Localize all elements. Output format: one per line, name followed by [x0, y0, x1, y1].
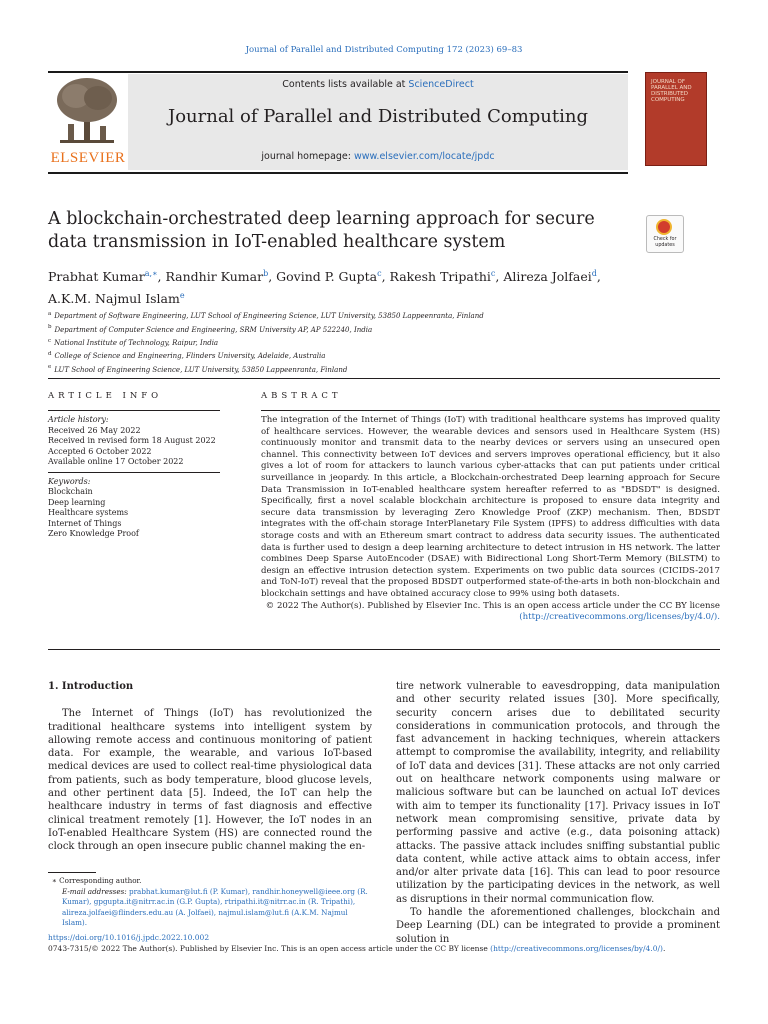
article-info-heading: ARTICLE INFO: [48, 391, 163, 401]
intro-paragraph-2: tire network vulnerable to eavesdropping, data manipulation and other security related issues [30]. More specifically, security concern arises due to debilitated security considerations in communication protocols, and through the fast advancement in hacking techniques, wherein attackers attempt to compromise the availability, integrity, and reliability of IoT data and devices [31]. These attacks are not only carried out on healthcare network components using malware or malicious software but can be launched on actual IoT devices with aim to temper its functionality [17]. Privacy issues in IoT network mean compromising sensitive, private data by performing passive and active (e.g., data poisoning attack) attacks. The passive attack includes sniffing substantial public data content, while active attack aims to obtain access, infer and/or alter private data [16]. This can lead to poor resource utilization by the participating devices in the network, as well as disruptions in their normal communication flow.: [396, 681, 720, 905]
header-top-rule: [48, 71, 628, 73]
intro-paragraph-3: To handle the aforementioned challenges, blockchain and Deep Learning (DL) can be integrated to provide a prominent solution in: [396, 907, 720, 945]
author-name[interactable]: Alireza Jolfaei: [503, 269, 592, 285]
affiliation-text: College of Science and Engineering, Flinders University, Adelaide, Australia: [54, 352, 326, 361]
keyword-item: Blockchain: [48, 487, 93, 496]
corresponding-author-note: ∗ Corresponding author.: [52, 876, 142, 885]
affiliation-marker: d: [48, 350, 52, 357]
homepage-line: [128, 151, 628, 162]
email-addresses[interactable]: prabhat.kumar@lut.fi (P. Kumar), randhir.honeywell@ieee.org (R. Kumar), gpgupta.it@nitrr.ac.in (G.P. Gupta), rtripathi.it@nitrr.ac.in (R. Tripathi), alireza.jolfaei@flinders.edu.au (A. Jolfaei), najmul.islam@lut.fi (A.K.M. Najmul Islam).: [62, 886, 368, 927]
abstract-heading: ABSTRACT: [261, 391, 342, 401]
abstract-text: The integration of the Internet of Things (IoT) with traditional healthcare systems has improved quality of healthcare services. However, the wearable devices and sensors used in Healthcare System (HS) continuously monitor and transmit data to the nearby devices or servers using an unsecured open channel. This connectivity between IoT devices and servers improves operational efficiency, but it also gives a lot of room for attackers to launch various cyber-attacks that can put patients under critical surveillance in jeopardy. In this article, a Blockchain-orchestrated Deep learning approach for Secure Data Transmission in IoT-enabled healthcare system hereafter referred to as "BDSDT" is designed. Specifically, first a novel scalable blockchain architecture is proposed to ensure data integrity and secure data transmission by leveraging Zero Knowledge Proof (ZKP) mechanism. Then, BDSDT integrates with the off-chain storage InterPlanetary File System (IPFS) to address difficulties with data storage costs and with an Ethereum smart contract to address data security issues. The authenticated data is further used to design a deep learning architecture to detect intrusion in HS network. The latter combines Deep Sparse AutoEncoder (DSAE) with Bidirectional Long Short-Term Memory (BiLSTM) to design an effective intrusion detection system. Experiments on two public data sources (CICIDS-2017 and ToN-IoT) reveal that the proposed BDSDT outperformed state-of-the-arts in both non-blockchain and blockchain settings and have obtained accuracy close to 99% using both datasets.: [261, 415, 720, 599]
affiliation-item: [48, 336, 708, 349]
issn-line: [48, 944, 728, 953]
issn-license-link[interactable]: (http://creativecommons.org/licenses/by/4.0/): [490, 944, 663, 953]
author-separator: ,: [157, 269, 166, 285]
history-label: Article history:: [48, 415, 109, 424]
affiliation-marker: a: [48, 311, 52, 317]
journal-reference[interactable]: Journal of Parallel and Distributed Computing 172 (2023) 69–83: [245, 45, 523, 55]
body-right-column: [396, 680, 720, 946]
history-item: Received in revised form 18 August 2022: [48, 436, 216, 445]
affiliation-item: [48, 322, 708, 335]
doi-link[interactable]: https://doi.org/10.1016/j.jpdc.2022.10.002: [48, 933, 210, 942]
affiliation-text: Department of Computer Science and Engineering, SRM University AP, AP 522240, India: [54, 325, 373, 334]
author-name[interactable]: Randhir Kumar: [165, 269, 264, 285]
abstract-rule: [261, 410, 720, 411]
affiliation-text: LUT School of Engineering Science, LUT University, 53850 Lappeenranta, Finland: [54, 365, 348, 374]
affiliation-text: National Institute of Technology, Raipur, India: [54, 338, 219, 347]
article-info-rule: [48, 410, 220, 411]
footnotes: [48, 876, 372, 929]
section-rule: [48, 378, 720, 379]
keyword-item: Internet of Things: [48, 518, 122, 528]
affiliation-marker: e: [48, 364, 52, 371]
article-info: [48, 391, 220, 540]
author-affiliation-marker[interactable]: c: [490, 269, 496, 278]
author-affiliation-marker[interactable]: a,∗: [144, 269, 158, 278]
author-affiliation-marker[interactable]: d: [591, 269, 597, 278]
check-for-updates-button[interactable]: [646, 215, 684, 253]
body-left-column: [48, 680, 372, 854]
affiliation-item: [48, 309, 708, 322]
affiliation-item: [48, 362, 708, 375]
check-updates-icon: [656, 219, 672, 235]
homepage-link[interactable]: www.elsevier.com/locate/jpdc: [354, 151, 495, 162]
author-affiliation-marker[interactable]: c: [377, 269, 382, 278]
keyword-item: Deep learning: [48, 497, 106, 507]
keyword-item: Zero Knowledge Proof: [48, 529, 139, 538]
cover-title: JOURNAL OF PARALLEL AND DISTRIBUTED COMPUTING: [651, 79, 692, 103]
author-name[interactable]: Govind P. Gupta: [276, 269, 378, 285]
keyword-item: Healthcare systems: [48, 508, 129, 517]
affiliation-text: Department of Software Engineering, LUT School of Engineering Science, LUT University, 53850 Lappeenranta, Finland: [54, 312, 484, 321]
journal-banner: [48, 74, 628, 170]
license-link[interactable]: (http://creativecommons.org/licenses/by/4.0/).: [519, 612, 720, 623]
affiliation-item: [48, 349, 708, 362]
affiliation-marker: b: [48, 324, 52, 331]
issn-end: .: [662, 944, 666, 953]
issn-text: 0743-7315/© 2022 The Author(s). Published by Elsevier Inc. This is an open access article under the CC BY license: [48, 944, 491, 953]
introduction-heading: 1. Introduction: [48, 681, 134, 692]
author-separator: ,: [268, 269, 277, 285]
history-item: Available online 17 October 2022: [48, 457, 184, 466]
header-bottom-rule: [48, 172, 628, 174]
author-separator: ,: [495, 269, 504, 285]
keywords-label: Keywords:: [48, 476, 91, 486]
history-list: [48, 426, 220, 468]
history-item: Received 26 May 2022: [48, 425, 141, 435]
sciencedirect-link[interactable]: ScienceDirect: [408, 79, 474, 90]
author-affiliation-marker[interactable]: b: [263, 269, 269, 278]
elsevier-wordmark: ELSEVIER: [50, 150, 126, 166]
journal-title: Journal of Parallel and Distributed Computing: [167, 106, 589, 127]
author-name[interactable]: Prabhat Kumar: [48, 269, 145, 285]
footnote-rule: [48, 872, 96, 873]
author-separator: ,: [596, 269, 601, 285]
author-name[interactable]: A.K.M. Najmul Islam: [48, 291, 180, 307]
keywords-rule: [48, 472, 220, 473]
elsevier-logo[interactable]: [48, 74, 126, 170]
check-updates-label: Check for updates: [653, 237, 677, 248]
homepage-prefix: journal homepage:: [261, 151, 354, 162]
intro-paragraph-1: The Internet of Things (IoT) has revolutionized the traditional healthcare systems into intelligent system by allowing remote access and continuous monitoring of patient data. For example, the wearable, and various IoT-based medical devices are used to collect real-time physiological data from patients, such as body temperature, blood glucose levels, and other pertinent data [5]. Indeed, the IoT can help the healthcare industry in terms of fast diagnosis and effective clinical treatment remotely [1]. However, the IoT nodes in an IoT-enabled Healthcare System (HS) are connected round the clock through an open insecure public channel making the en-: [48, 708, 372, 853]
paper-title: A blockchain-orchestrated deep learning approach for secure data transmission in IoT-enabled healthcare system: [48, 209, 595, 252]
affiliation-marker: c: [48, 337, 52, 344]
author-separator: ,: [381, 269, 390, 285]
author-affiliation-marker[interactable]: e: [179, 291, 185, 301]
body-rule: [48, 649, 720, 650]
contents-prefix: Contents lists available at: [282, 79, 409, 90]
elsevier-tree-icon: [48, 74, 126, 148]
affiliation-list: [48, 309, 708, 376]
email-label: E-mail addresses:: [62, 886, 129, 896]
history-item: Accepted 6 October 2022: [48, 446, 152, 456]
author-name[interactable]: Rakesh Tripathi: [389, 269, 491, 285]
abstract: [261, 391, 720, 624]
abstract-copyright: © 2022 The Author(s). Published by Elsevier Inc. This is an open access article under the CC BY license: [265, 600, 720, 611]
contents-line: [128, 79, 628, 90]
author-list: [48, 264, 708, 308]
keywords-list: [48, 487, 220, 540]
journal-cover-thumbnail[interactable]: [645, 72, 707, 166]
